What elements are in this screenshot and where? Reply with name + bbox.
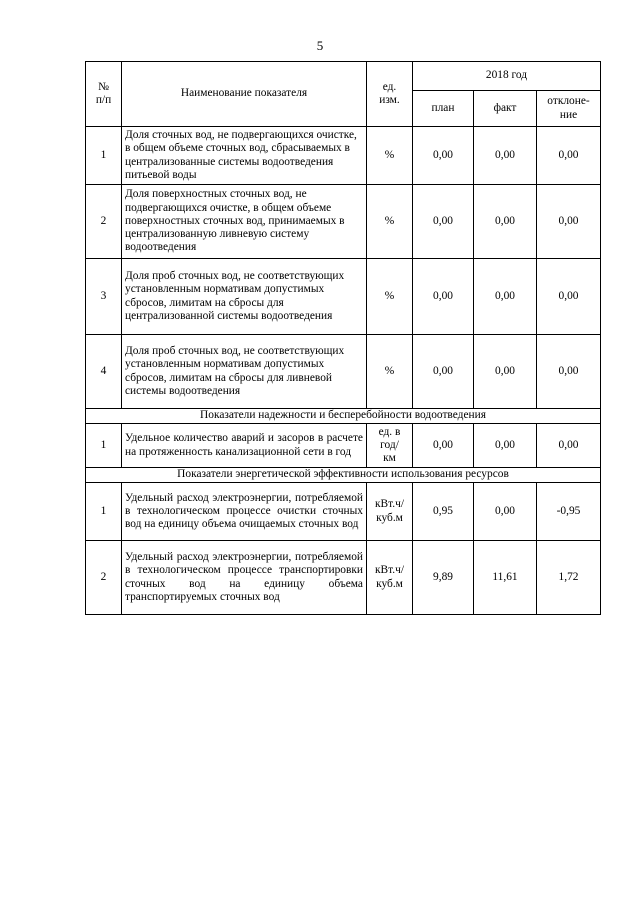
row-number: 1 — [86, 127, 122, 185]
unit-cell: % — [367, 127, 413, 185]
indicator-name: Доля проб сточных вод, не соответствующих установленным нормативам допустимых сбросов, лимитам на сбросы для централизованной системы водоотведения — [122, 259, 367, 335]
header-year: 2018 год — [413, 62, 601, 91]
energy-rows — [86, 483, 601, 615]
header-unit: ед. изм. — [367, 62, 413, 127]
header-row-top — [86, 62, 601, 91]
table-row — [86, 424, 601, 468]
table-row — [86, 541, 601, 615]
unit-cell: кВт.ч/ куб.м — [367, 541, 413, 615]
header-deviation: отклоне- ние — [537, 91, 601, 127]
plan-value: 0,00 — [413, 259, 474, 335]
indicator-name: Доля поверхностных сточных вод, не подвергающихся очистке, в общем объеме поверхностных сточных вод, принимаемых в централизованную ливневую систему водоотведения — [122, 185, 367, 259]
section-row — [86, 409, 601, 424]
deviation-value: 0,00 — [537, 424, 601, 468]
reliability-rows — [86, 424, 601, 468]
indicator-name: Удельный расход электроэнергии, потребляемой в технологическом процессе очистки сточных вод на единицу объема очищаемых сточных вод — [122, 483, 367, 541]
fact-value: 0,00 — [474, 127, 537, 185]
deviation-value: 0,00 — [537, 335, 601, 409]
deviation-value: 1,72 — [537, 541, 601, 615]
unit-cell: ед. в год/ км — [367, 424, 413, 468]
header-plan: план — [413, 91, 474, 127]
plan-value: 0,95 — [413, 483, 474, 541]
table-row — [86, 127, 601, 185]
indicator-name: Доля сточных вод, не подвергающихся очистке, в общем объеме сточных вод, сбрасываемых в централизованные системы водоотведения питьевой воды — [122, 127, 367, 185]
plan-value: 0,00 — [413, 185, 474, 259]
row-number: 1 — [86, 483, 122, 541]
row-number: 1 — [86, 424, 122, 468]
header-name: Наименование показателя — [122, 62, 367, 127]
table-row — [86, 259, 601, 335]
section-row — [86, 468, 601, 483]
row-number: 2 — [86, 541, 122, 615]
unit-cell: % — [367, 259, 413, 335]
unit-cell: % — [367, 185, 413, 259]
fact-value: 11,61 — [474, 541, 537, 615]
table-row — [86, 483, 601, 541]
indicator-name: Доля проб сточных вод, не соответствующих установленным нормативам допустимых сбросов, лимитам на сбросы для ливневой системы водоотведения — [122, 335, 367, 409]
table-row — [86, 185, 601, 259]
fact-value: 0,00 — [474, 424, 537, 468]
group1-rows — [86, 127, 601, 409]
row-number: 3 — [86, 259, 122, 335]
deviation-value: 0,00 — [537, 185, 601, 259]
deviation-value: 0,00 — [537, 127, 601, 185]
unit-cell: кВт.ч/ куб.м — [367, 483, 413, 541]
section-energy-title: Показатели энергетической эффективности использования ресурсов — [86, 468, 601, 483]
indicator-name: Удельный расход электроэнергии, потребляемой в технологическом процессе транспортировки сточных вод на единицу объема транспортируемых сточных вод — [122, 541, 367, 615]
indicators-table — [85, 61, 601, 615]
fact-value: 0,00 — [474, 335, 537, 409]
plan-value: 0,00 — [413, 424, 474, 468]
indicator-name: Удельное количество аварий и засоров в расчете на протяженность канализационной сети в год — [122, 424, 367, 468]
fact-value: 0,00 — [474, 259, 537, 335]
unit-cell: % — [367, 335, 413, 409]
header-num: № п/п — [86, 62, 122, 127]
row-number: 4 — [86, 335, 122, 409]
plan-value: 0,00 — [413, 127, 474, 185]
row-number: 2 — [86, 185, 122, 259]
fact-value: 0,00 — [474, 483, 537, 541]
page-number: 5 — [316, 38, 324, 53]
fact-value: 0,00 — [474, 185, 537, 259]
deviation-value: -0,95 — [537, 483, 601, 541]
header-fact: факт — [474, 91, 537, 127]
table-row — [86, 335, 601, 409]
section-reliability-title: Показатели надежности и бесперебойности водоотведения — [86, 409, 601, 424]
deviation-value: 0,00 — [537, 259, 601, 335]
plan-value: 9,89 — [413, 541, 474, 615]
plan-value: 0,00 — [413, 335, 474, 409]
